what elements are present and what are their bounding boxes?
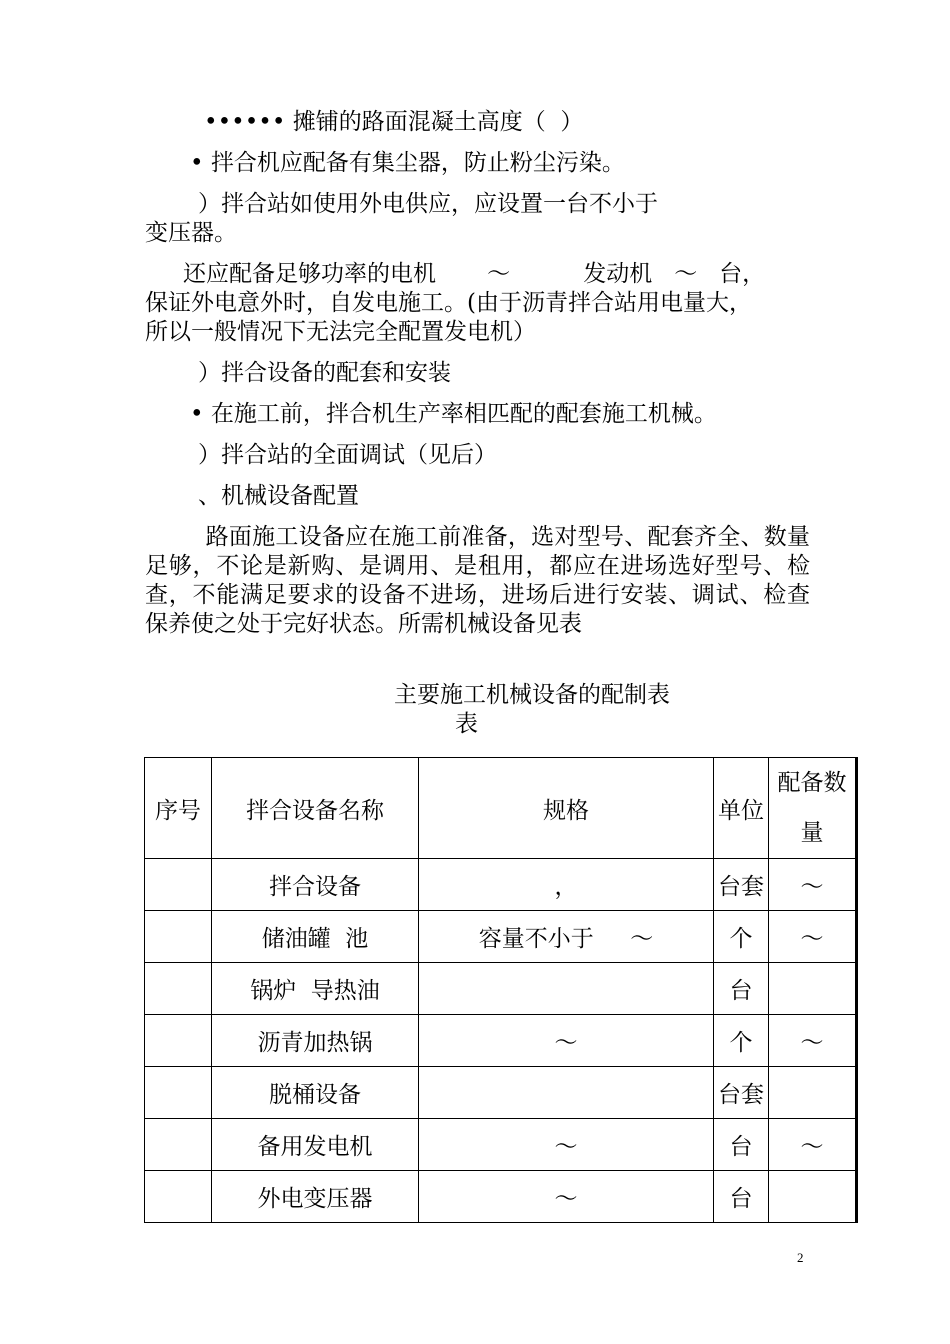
cell-spec [419, 1067, 714, 1119]
cell-index [145, 859, 212, 911]
cell-index [145, 963, 212, 1015]
cell-quantity [769, 1067, 857, 1119]
cell-spec: 容量不小于 ～ [419, 911, 714, 963]
cell-quantity: ～ [769, 1015, 857, 1067]
text-line-10: ）拌合站的全面调试（见后） [198, 442, 497, 468]
header-index: 序号 [145, 758, 212, 859]
cell-unit: 个 [714, 1015, 769, 1067]
cell-spec: ～ [419, 1119, 714, 1171]
table-row [145, 1171, 857, 1223]
table-row [145, 963, 857, 1015]
cell-quantity: ～ [769, 911, 857, 963]
cell-name: 锅炉 导热油 [212, 963, 419, 1015]
header-name: 拌合设备名称 [212, 758, 419, 859]
table-row [145, 911, 857, 963]
text-line-6: 保证外电意外时，自发电施工。(由于沥青拌合站用电量大， [145, 290, 752, 316]
table-header-row [145, 758, 857, 859]
cell-spec [419, 963, 714, 1015]
cell-unit: 个 [714, 911, 769, 963]
cell-index [145, 911, 212, 963]
page-number: 2 [797, 1250, 804, 1265]
table-row [145, 859, 857, 911]
cell-index [145, 1067, 212, 1119]
equipment-table [144, 757, 858, 1223]
cell-unit: 台 [714, 1171, 769, 1223]
text-line-5: 还应配备足够功率的电机 ～ 发动机 ～ 台， [183, 261, 766, 287]
cell-name: 沥青加热锅 [212, 1015, 419, 1067]
cell-unit: 台 [714, 963, 769, 1015]
text-line-7: 所以一般情况下无法完全配置发电机） [145, 319, 536, 345]
table-row [145, 1015, 857, 1067]
cell-quantity [769, 1171, 857, 1223]
cell-quantity: ～ [769, 1119, 857, 1171]
section-heading: 、机械设备配置 [198, 483, 359, 509]
table-row [145, 1119, 857, 1171]
text-line-4: 变压器。 [145, 220, 237, 246]
cell-quantity [769, 963, 857, 1015]
text-line-1: •••••• 摊铺的路面混凝土高度（ ） [204, 109, 584, 135]
cell-unit: 台 [714, 1119, 769, 1171]
cell-spec: ～ [419, 1015, 714, 1067]
cell-quantity: ～ [769, 859, 857, 911]
text-line-8: ）拌合设备的配套和安装 [198, 360, 451, 386]
cell-index [145, 1015, 212, 1067]
table-label: 表 [455, 711, 478, 737]
header-unit: 单位 [714, 758, 769, 859]
cell-name: 储油罐 池 [212, 911, 419, 963]
header-quantity: 配备数量 [769, 758, 857, 859]
cell-spec: ～ [419, 1171, 714, 1223]
body-paragraph: 路面施工设备应在施工前准备，选对型号、配套齐全、数量足够，不论是新购、是调用、是租用，都应在进场选好型号、检查，不能满足要求的设备不进场，进场后进行安装、调试、检查保养使之处于完好状态。所需机械设备见表 [145, 524, 811, 637]
cell-name: 拌合设备 [212, 859, 419, 911]
table-title: 主要施工机械设备的配制表 [394, 682, 670, 708]
cell-name: 外电变压器 [212, 1171, 419, 1223]
cell-unit: 台套 [714, 859, 769, 911]
cell-unit: 台套 [714, 1067, 769, 1119]
text-line-2: • 拌合机应配备有集尘器，防止粉尘污染。 [190, 150, 625, 176]
table-row [145, 1067, 857, 1119]
header-spec: 规格 [419, 758, 714, 859]
text-line-3: ）拌合站如使用外电供应，应设置一台不小于 [198, 191, 658, 217]
cell-index [145, 1119, 212, 1171]
text-line-9: • 在施工前，拌合机生产率相匹配的配套施工机械。 [190, 401, 717, 427]
cell-name: 备用发电机 [212, 1119, 419, 1171]
cell-name: 脱桶设备 [212, 1067, 419, 1119]
cell-index [145, 1171, 212, 1223]
cell-spec: ， [419, 859, 714, 911]
